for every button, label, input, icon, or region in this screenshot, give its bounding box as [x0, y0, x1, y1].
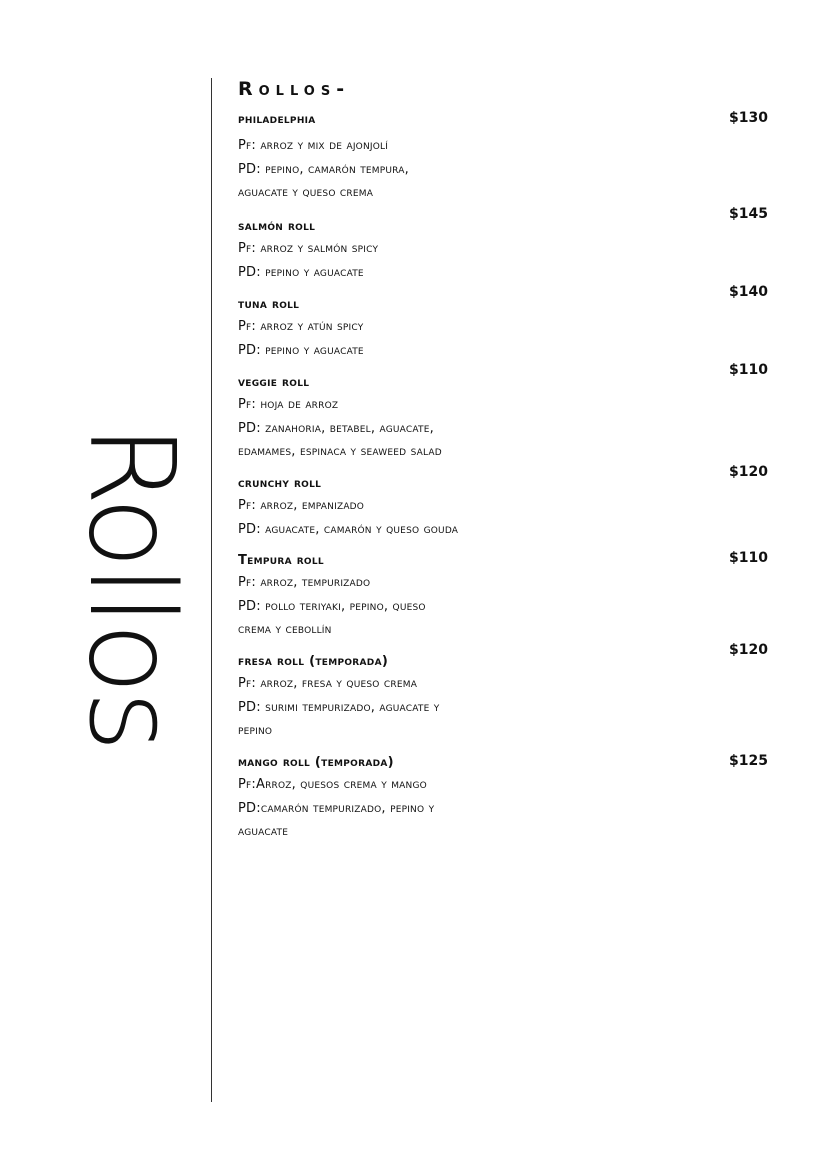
menu-item-veggie-roll — [238, 362, 768, 464]
item-description-line: PD: surimi tempurizado, aguacate y — [238, 699, 440, 715]
item-description-line: aguacate y queso crema — [238, 185, 374, 200]
menu-item-fresa-roll — [238, 642, 768, 743]
item-description-line: pepino — [238, 723, 273, 738]
item-description-line: PD: pepino y aguacate — [238, 342, 364, 358]
vertical-divider — [211, 78, 212, 1102]
item-description-line: Pf:Arroz, quesos crema y mango — [238, 777, 427, 792]
item-price: $120 — [729, 642, 768, 658]
item-name: crunchy roll — [238, 476, 322, 491]
section-title: Rollos- — [238, 78, 351, 100]
item-name: philadelphia — [238, 112, 316, 127]
menu-item-crunchy-roll — [238, 464, 768, 541]
item-description-line: Pf: arroz, empanizado — [238, 498, 365, 513]
item-name: fresa roll (temporada) — [238, 654, 389, 669]
item-description-line: edamames, espinaca y seaweed salad — [238, 444, 442, 459]
item-name: salmón roll — [238, 219, 316, 234]
menu-item-tempura-roll — [238, 551, 768, 642]
item-description-line: Pf: arroz y salmón spicy — [238, 241, 379, 256]
item-description-line: crema y cebollín — [238, 622, 332, 637]
menu-item-salmon-roll — [238, 206, 768, 284]
item-name: Tempura roll — [238, 553, 324, 568]
item-description-line: PD: pepino y aguacate — [238, 264, 364, 280]
item-description-line: Pf: arroz, fresa y queso crema — [238, 676, 418, 691]
side-title-text: Rollos — [63, 423, 201, 749]
item-price: $140 — [729, 284, 768, 300]
item-description-line: PD:camarón tempurizado, pepino y — [238, 800, 435, 816]
item-description-line: PD: zanahoria, betabel, aguacate, — [238, 420, 434, 436]
item-price: $125 — [729, 753, 768, 769]
menu-item-philadelphia — [238, 110, 768, 205]
item-price: $110 — [729, 550, 768, 566]
item-name: tuna roll — [238, 297, 300, 312]
item-description-line: Pf: arroz y atún spicy — [238, 319, 364, 334]
item-name: veggie roll — [238, 375, 310, 390]
item-description-line: PD: pollo teriyaki, pepino, queso — [238, 598, 426, 614]
menu-item-tuna-roll — [238, 284, 768, 362]
item-price: $120 — [729, 464, 768, 480]
side-title — [63, 423, 201, 749]
item-description-line: aguacate — [238, 824, 289, 839]
item-price: $130 — [729, 110, 768, 126]
menu-item-mango-roll — [238, 753, 768, 844]
item-description-line: PD: pepino, camarón tempura, — [238, 161, 409, 177]
item-price: $145 — [729, 206, 768, 222]
item-description-line: PD: aguacate, camarón y queso gouda — [238, 521, 459, 537]
item-description-line: Pf: hoja de arroz — [238, 397, 339, 412]
item-description-line: Pf: arroz y mix de ajonjolí — [238, 138, 389, 153]
item-price: $110 — [729, 362, 768, 378]
item-name: mango roll (temporada) — [238, 755, 394, 770]
item-description-line: Pf: arroz, tempurizado — [238, 575, 371, 590]
